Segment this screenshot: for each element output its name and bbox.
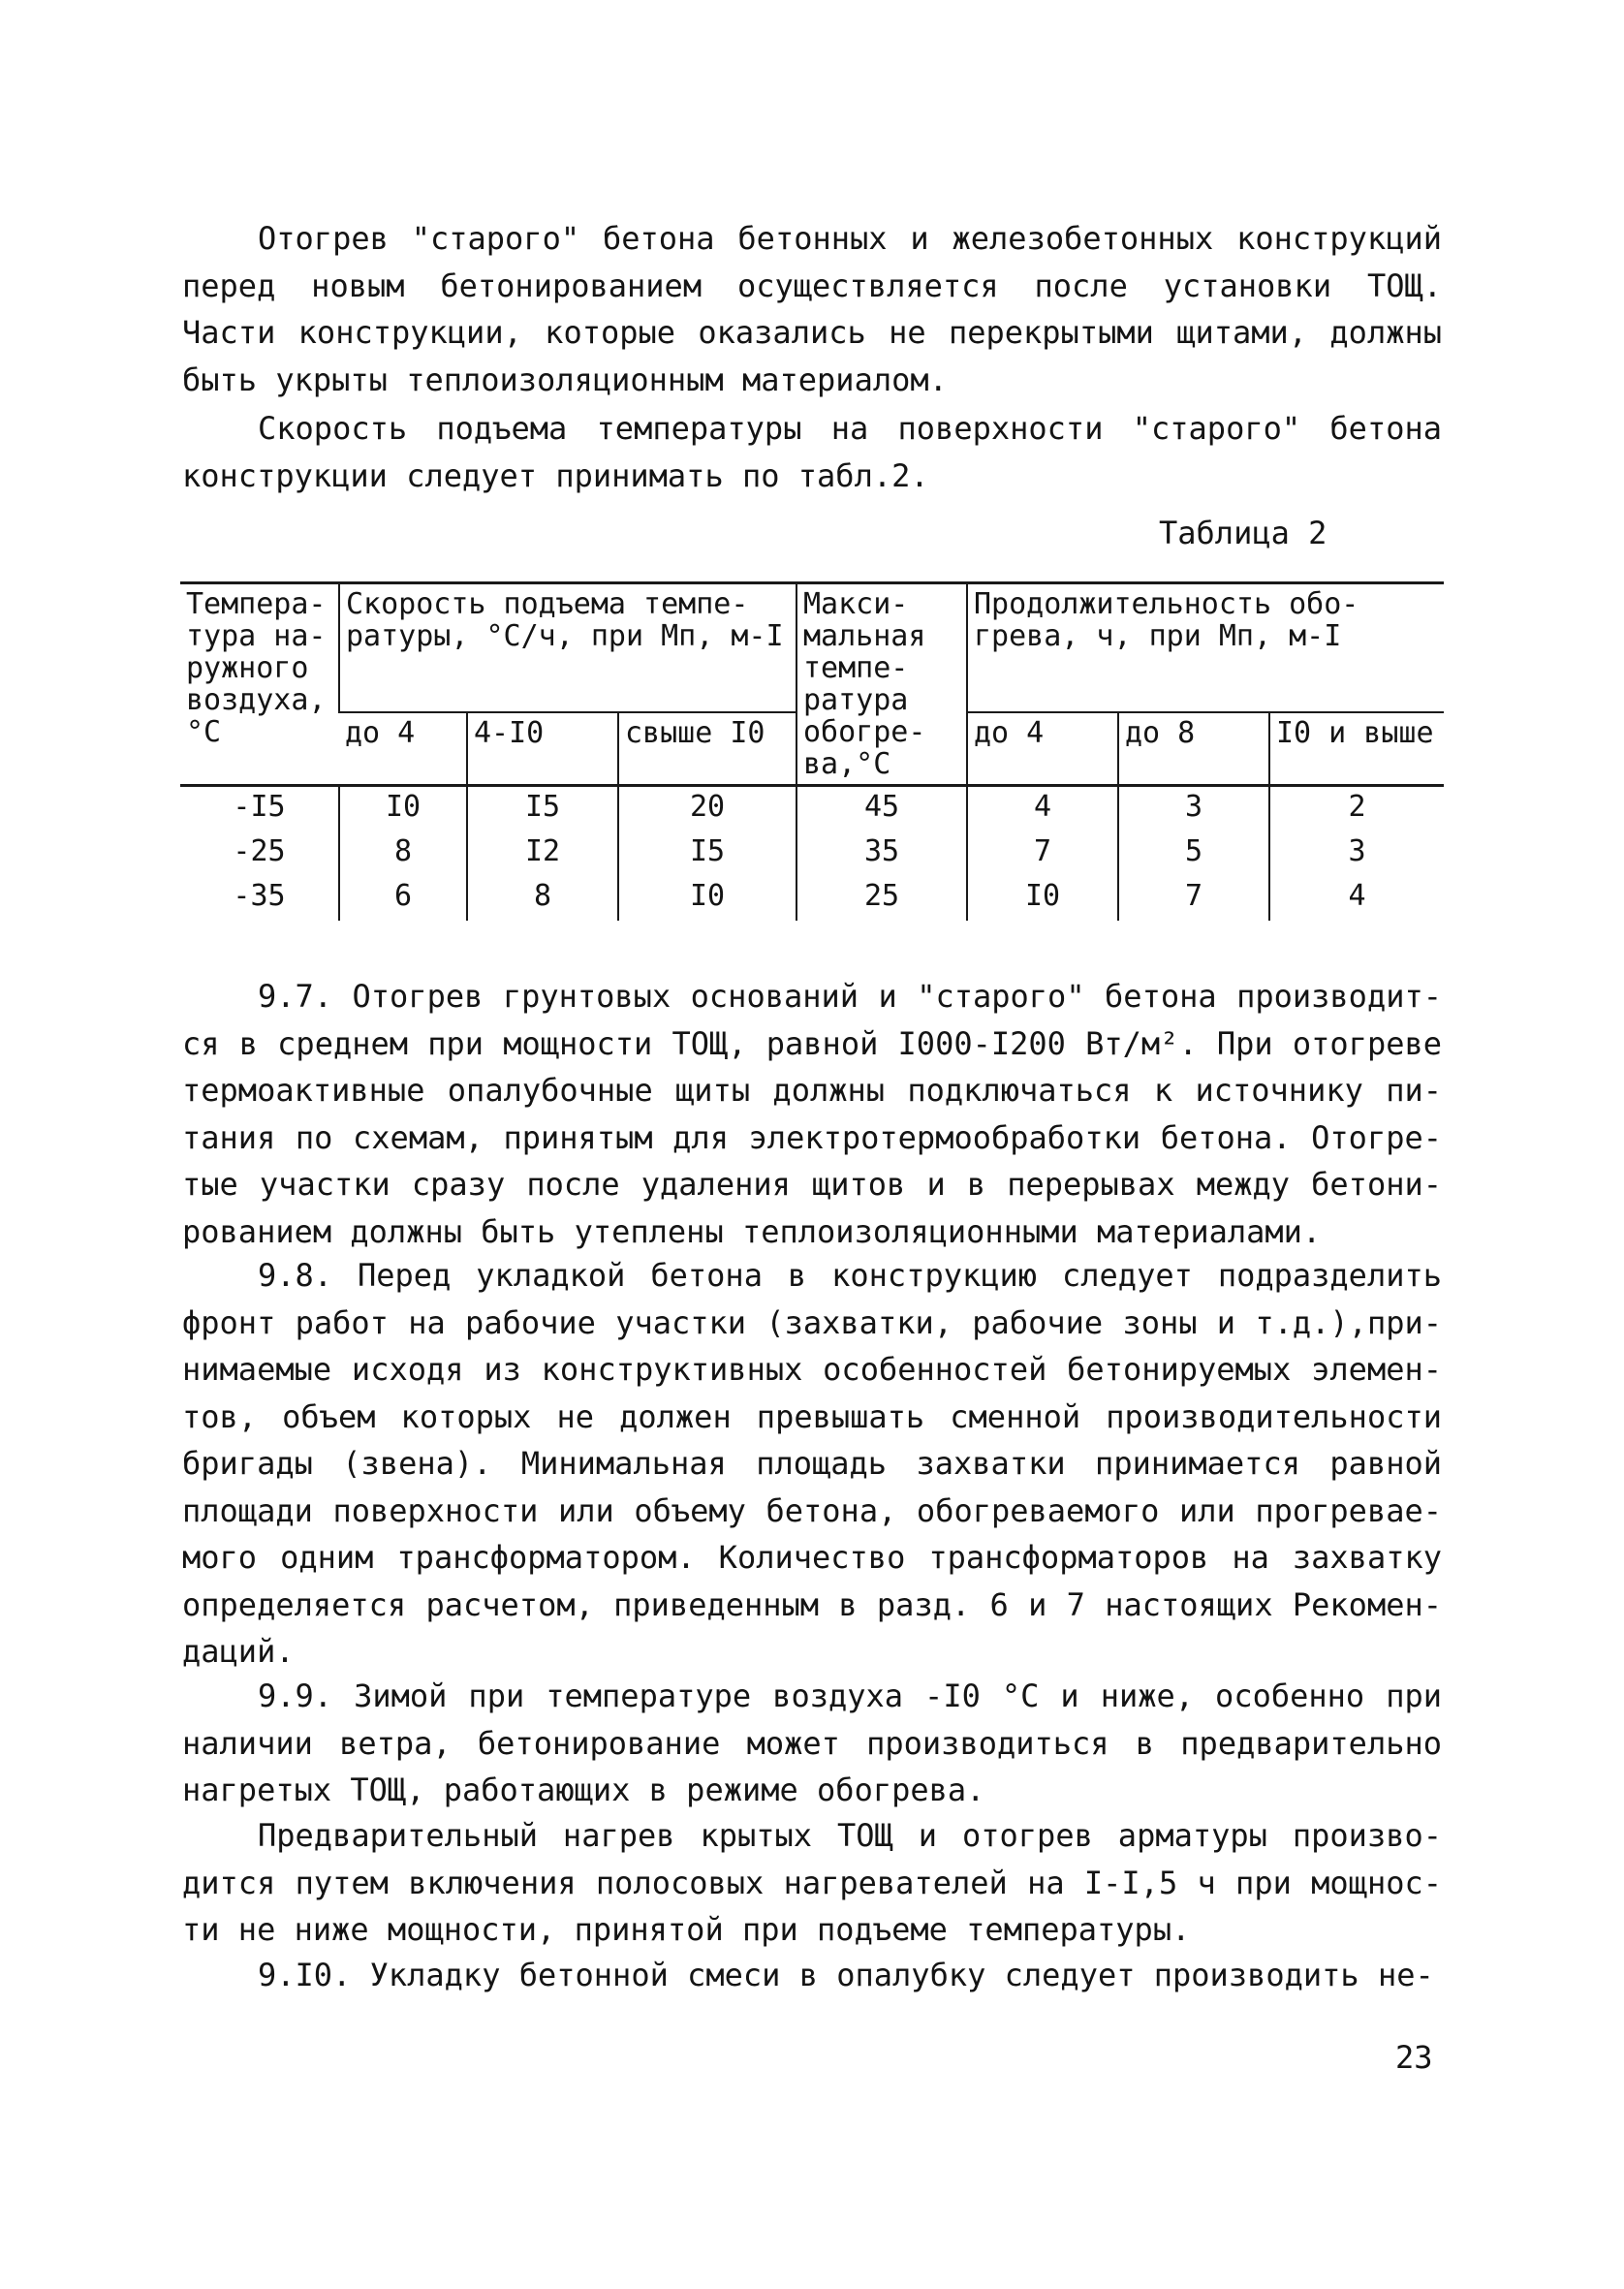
paragraph-9-8: 9.8. Перед укладкой бетона в конструкцию следует подразделить фронт работ на рабочие участки (захватки, рабочие зоны и т.д.),при-нимаемые исходя из конструктивных особенностей бетонируемых элемен-тов, объем которых не должен превышать сменной производительности бригады (звена). Минимальная площадь захватки принимается равной площади поверхности или объему бетона, обогреваемого или прогревае-мого одним трансформатором. Количество трансформаторов на захватку определяется расчетом, приведенным в разд. 6 и 7 настоящих Рекомен-даций. bbox=[182, 1257, 1442, 1670]
table-row bbox=[180, 876, 1444, 921]
table-cell: -35 bbox=[233, 879, 286, 913]
paragraph-temperature-rise-rate: Скорость подъема температуры на поверхности "старого" бетона конструкции следует принимать по табл.2. bbox=[182, 410, 1442, 494]
table-cell: 35 bbox=[796, 831, 967, 876]
header-rise-rate: Скорость подъема темпе-ратуры, °С/ч, при Мп, м-I bbox=[339, 583, 796, 712]
subheader-rate-up-to-4: до 4 bbox=[339, 712, 467, 786]
paragraph-9-10: 9.I0. Укладку бетонной смеси в опалубку следует производить не- bbox=[258, 1957, 1434, 1993]
table-header-row bbox=[180, 583, 1444, 712]
subheader-rate-4-10: 4-I0 bbox=[467, 712, 618, 786]
table-row bbox=[180, 831, 1444, 876]
table-cell: 45 bbox=[796, 786, 967, 832]
table-cell: 2 bbox=[1269, 786, 1444, 832]
paragraph-9-9: 9.9. Зимой при температуре воздуха -I0 °С и ниже, особенно при наличии ветра, бетонирование может производиться в предварительно нагретых ТОЩ, работающих в режиме обогрева. bbox=[182, 1678, 1442, 1808]
table-caption: Таблица 2 bbox=[1159, 515, 1327, 551]
table-cell: 8 bbox=[467, 876, 618, 921]
subheader-rate-over-10: свыше I0 bbox=[618, 712, 796, 786]
table-cell: 3 bbox=[1269, 831, 1444, 876]
table-cell: 5 bbox=[1118, 831, 1269, 876]
table-cell: -25 bbox=[233, 834, 286, 868]
table-cell: 4 bbox=[967, 786, 1118, 832]
table-cell: 8 bbox=[339, 831, 467, 876]
table-cell: 7 bbox=[967, 831, 1118, 876]
subheader-duration-10-and-above: I0 и выше bbox=[1269, 712, 1444, 786]
heating-table bbox=[180, 581, 1444, 921]
table-cell: -I5 bbox=[233, 790, 286, 824]
table-cell: 4 bbox=[1269, 876, 1444, 921]
table-cell: 6 bbox=[339, 876, 467, 921]
table-cell: I2 bbox=[467, 831, 618, 876]
paragraph-9-7: 9.7. Отогрев грунтовых оснований и "старого" бетона производит-ся в среднем при мощности ТОЩ, равной I000-I200 Вт/м². При отогреве термоактивные опалубочные щиты должны подключаться к источнику пи-тания по схемам, принятым для электротермообработки бетона. Отогре-тые участки сразу после удаления щитов и в перерывах между бетони-рованием должны быть утеплены теплоизоляционными материалами. bbox=[182, 978, 1442, 1250]
table-cell: I0 bbox=[618, 876, 796, 921]
header-outdoor-temp: Темпера-тура на-ружного воздуха, °С bbox=[180, 583, 339, 786]
table-row bbox=[180, 786, 1444, 832]
table-cell: 3 bbox=[1118, 786, 1269, 832]
header-max-temp: Макси-мальная темпе-ратура обогре-ва,°С bbox=[796, 583, 967, 786]
header-duration: Продолжительность обо-грева, ч, при Мп, м-I bbox=[967, 583, 1444, 712]
table-cell: I0 bbox=[967, 876, 1118, 921]
table-cell: 20 bbox=[618, 786, 796, 832]
table-cell: 7 bbox=[1118, 876, 1269, 921]
subheader-duration-up-to-8: до 8 bbox=[1118, 712, 1269, 786]
table-cell: I5 bbox=[618, 831, 796, 876]
paragraph-old-concrete-heating: Отогрев "старого" бетона бетонных и железобетонных конструкций перед новым бетонированием осуществляется после установки ТОЩ. Части конструкции, которые оказались не перекрытыми щитами, должны быть укрыты теплоизоляционным материалом. bbox=[182, 220, 1442, 398]
table-cell: 25 bbox=[796, 876, 967, 921]
table-cell: I0 bbox=[339, 786, 467, 832]
paragraph-preheating: Предварительный нагрев крытых ТОЩ и отогрев арматуры произво-дится путем включения полосовых нагревателей на I-I,5 ч при мощнос-ти не ниже мощности, принятой при подъеме температуры. bbox=[182, 1817, 1442, 1948]
page-number: 23 bbox=[1395, 2039, 1433, 2076]
subheader-duration-up-to-4: до 4 bbox=[967, 712, 1118, 786]
table-cell: I5 bbox=[467, 786, 618, 832]
